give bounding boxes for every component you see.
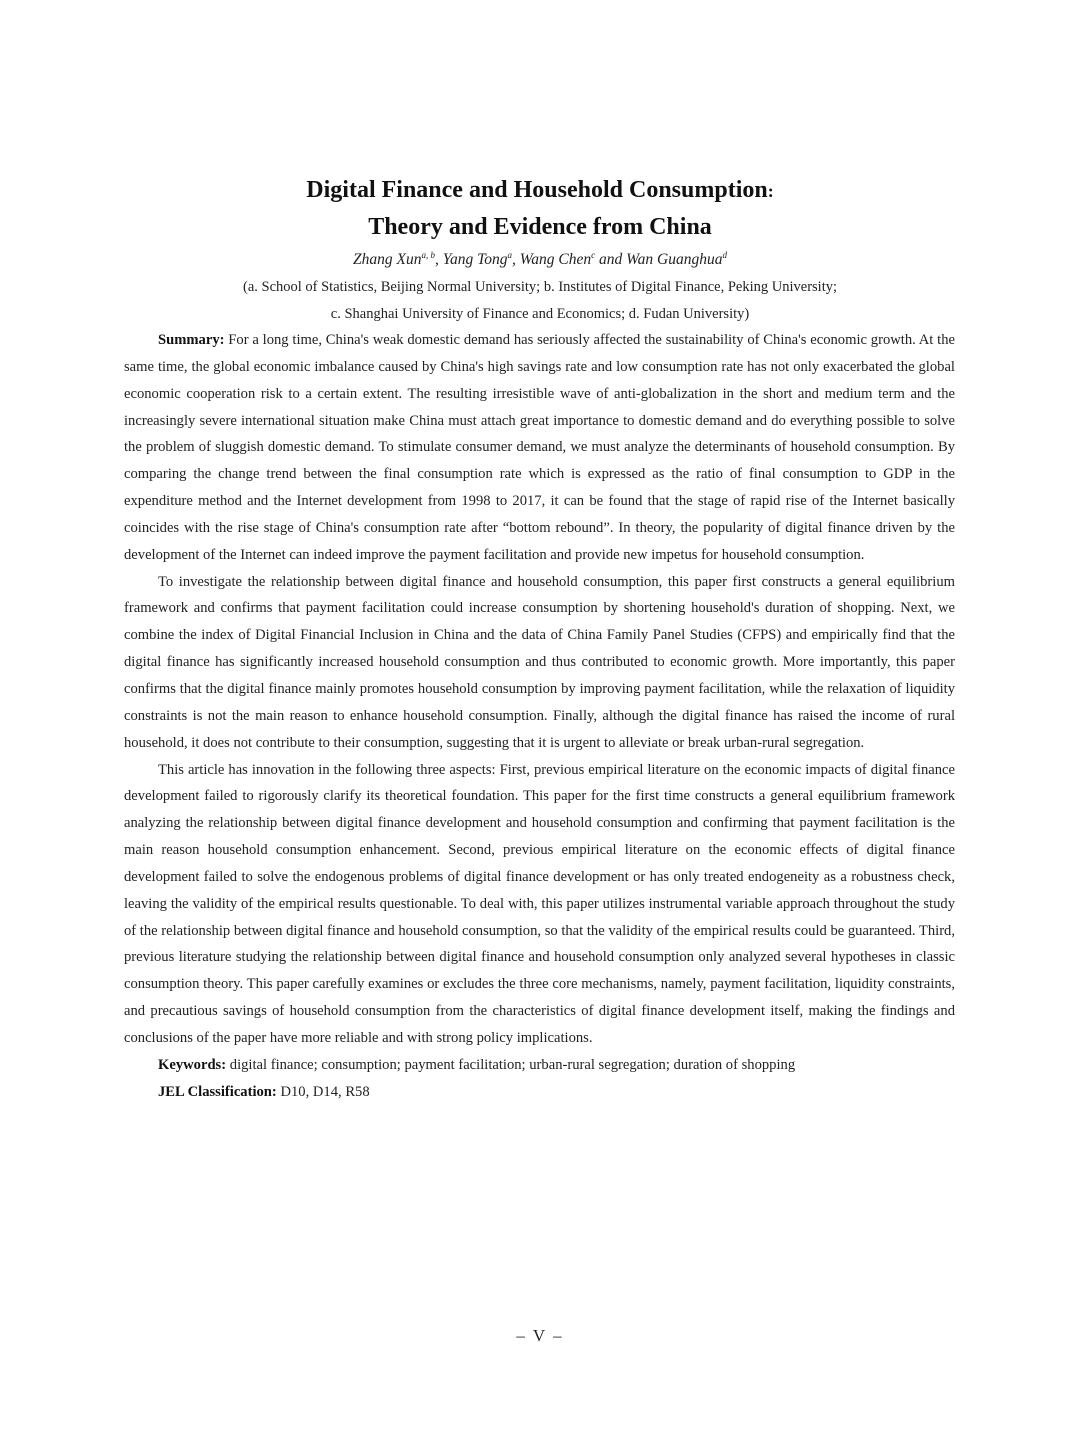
- body-paragraph: To investigate the relationship between digital finance and household consumption, this paper first constructs a general equilibrium framework and confirms that payment facilitation could increase consumption by shortening household's duration of shopping. Next, we combine the index of Digital Financial Inclusion in China and the data of China Family Panel Studies (CFPS) and empirically find that the digital finance has significantly increased household consumption and thus contributed to economic growth. More importantly, this paper confirms that the digital finance mainly promotes household consumption by improving payment facilitation, while the relaxation of liquidity constraints is not the main reason to enhance household consumption. Finally, although the digital finance has raised the income of rural household, it does not contribute to their consumption, suggesting that it is urgent to alleviate or break urban-rural segregation.: [124, 573, 955, 751]
- body-paragraph: This article has innovation in the following three aspects: First, previous empirical literature on the economic impacts of digital finance development failed to rigorously clarify its theoretical foundation. This paper for the first time constructs a general equilibrium framework analyzing the relationship between digital finance development and household consumption and confirming that payment facilitation is the main reason household consumption enhancement. Second, previous empirical literature on the economic effects of digital finance development failed to solve the endogenous problems of digital finance development or has only treated endogeneity as a robustness check, leaving the validity of the empirical results questionable. To deal with, this paper utilizes instrumental variable approach throughout the study of the relationship between digital finance and household consumption, so that the validity of the empirical results could be guaranteed. Third, previous literature studying the relationship between digital finance and household consumption only analyzed several hypotheses in classic consumption theory. This paper carefully examines or excludes the three core mechanisms, namely, payment facilitation, liquidity constraints, and precautious savings of household consumption from the characteristics of digital finance development itself, making the findings and conclusions of the paper have more reliable and with strong policy implications.: [124, 761, 955, 1046]
- affiliation-line-1: (a. School of Statistics, Beijing Normal University; b. Institutes of Digital Finance, Peking University;: [242, 279, 838, 295]
- keywords-label: Keywords:: [158, 1056, 227, 1073]
- author-affiliation-mark: d: [722, 249, 727, 260]
- author-name: Zhang Xun: [353, 251, 422, 268]
- paragraph-text: For a long time, China's weak domestic demand has seriously affected the sustainability of China's economic growth. At the same time, the global economic imbalance caused by China's high savings rate and low consumption rate has not only exacerbated the global economic cooperation risk to a certain extent. The resulting irresistible wave of anti-globalization in the short and medium term and the increasingly severe international situation make China must attach great importance to domestic demand and do everything possible to solve the problem of sluggish domestic demand. To stimulate consumer demand, we must analyze the determinants of household consumption. By comparing the change trend between the final consumption rate which is expressed as the ratio of final consumption to GDP in the expenditure method and the Internet development from 1998 to 2017, it can be found that the stage of rapid rise of the Internet basically coincides with the rise stage of China's consumption rate after “bottom rebound”. In theory, the popularity of digital finance driven by the development of the Internet can indeed improve the payment facilitation and provide new impetus for household consumption.: [124, 332, 955, 563]
- jel-text: D10, D14, R58: [280, 1083, 370, 1100]
- author-name: Wan Guanghua: [626, 251, 723, 268]
- affiliations: [0, 274, 1080, 327]
- keywords-line: [124, 1052, 955, 1079]
- title-line-2: Theory and Evidence from China: [368, 214, 712, 240]
- summary-paragraph: [124, 327, 955, 569]
- summary-label: Summary:: [158, 332, 225, 348]
- authors-line: [0, 248, 1080, 272]
- author-name: Wang Chen: [519, 251, 592, 268]
- title-colon: :: [767, 181, 774, 201]
- author-name: Yang Tong: [442, 251, 508, 268]
- author-affiliation-mark: a, b: [421, 249, 436, 260]
- title-text-1: Digital Finance and Household Consumption: [306, 177, 768, 203]
- author-affiliation-mark: c: [591, 249, 596, 260]
- author-separator: ,: [435, 251, 443, 268]
- author-separator: ,: [512, 251, 520, 268]
- title-line-1: [0, 172, 1080, 209]
- author-separator: and: [595, 251, 627, 268]
- page-number: – V –: [516, 1326, 564, 1345]
- jel-label: JEL Classification:: [158, 1083, 277, 1100]
- abstract-body: [124, 327, 955, 1105]
- jel-line: [124, 1079, 955, 1106]
- title-block: [0, 172, 1080, 245]
- affiliation-line-2: c. Shanghai University of Finance and Economics; d. Fudan University): [330, 305, 750, 322]
- author-affiliation-mark: a: [507, 249, 513, 260]
- keywords-text: digital finance; consumption; payment facilitation; urban-rural segregation; duration of shopping: [229, 1056, 796, 1073]
